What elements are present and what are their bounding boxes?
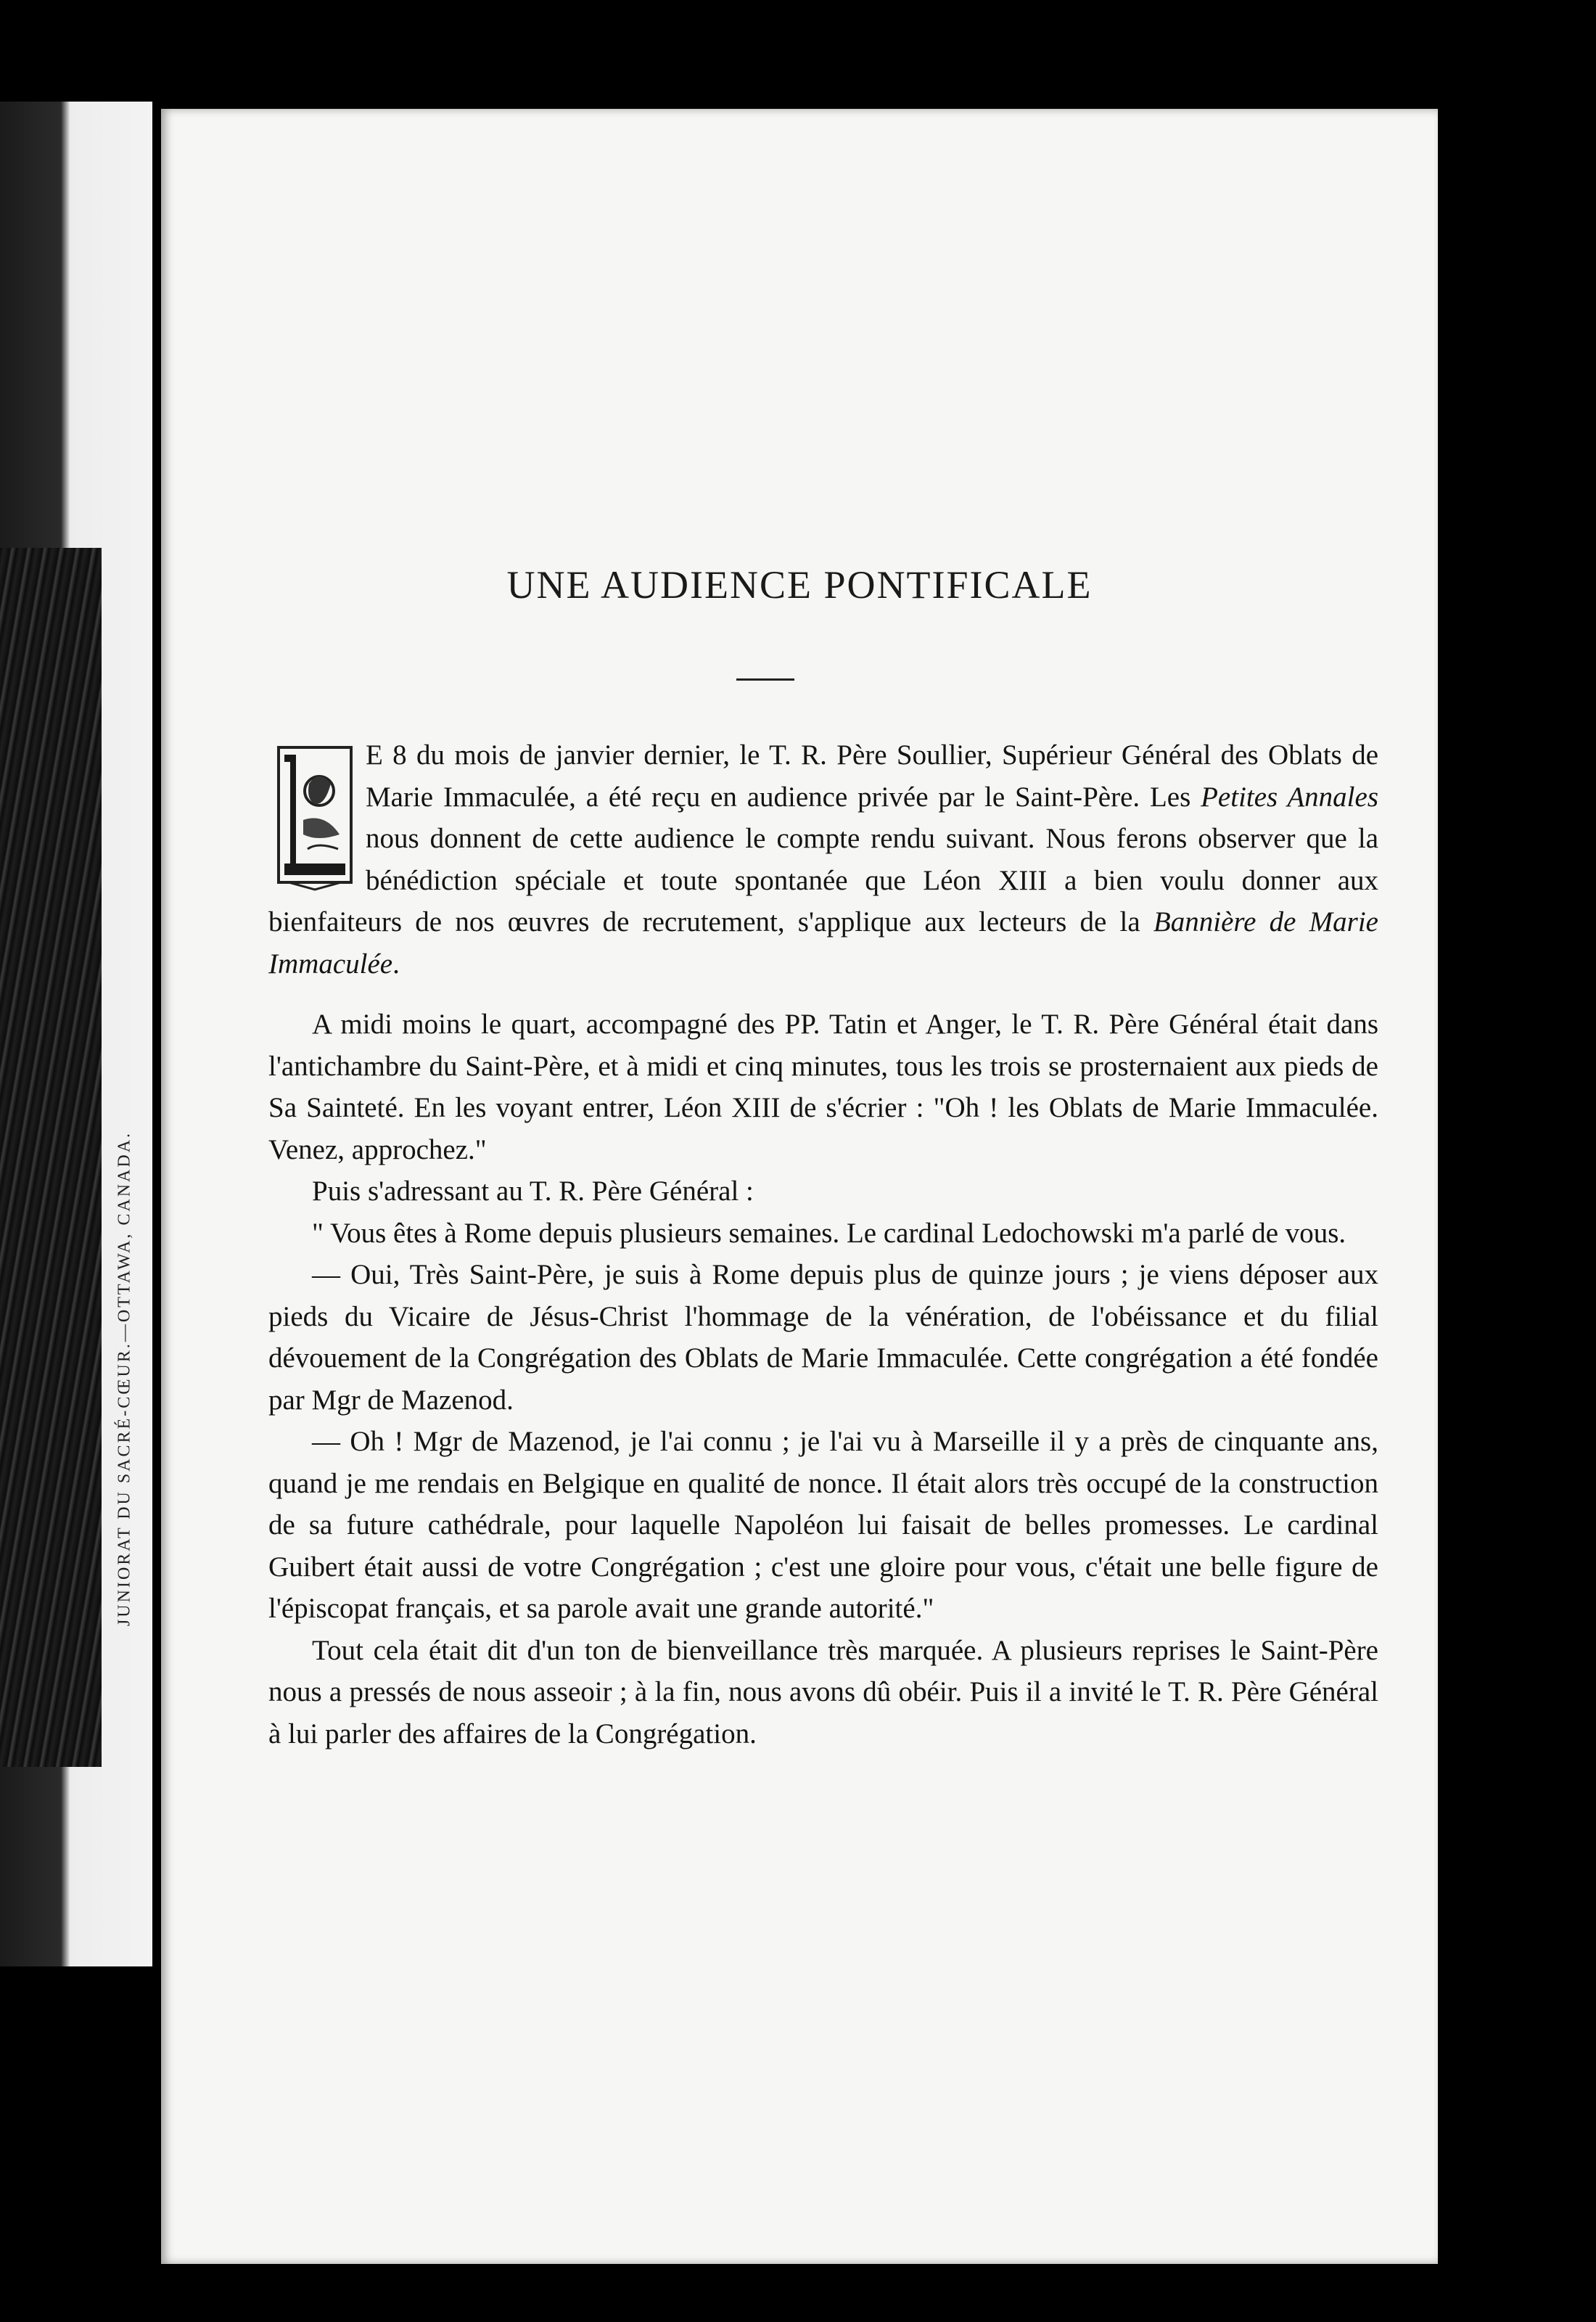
intro-italic-title-1: Petites Annales xyxy=(1201,781,1378,813)
article-body xyxy=(268,734,1378,1755)
paragraph-closing: Tout cela était dit d'un ton de bienveillance très marquée. A plusieurs reprises le Saint-Père nous a pressés de nous asseoir ; à la fin, nous avons dû obéir. Puis il a invité le T. R. Père Général à lui parler des affaires de la Congrégation. xyxy=(268,1634,1378,1749)
drop-cap-letter xyxy=(274,740,355,891)
intro-lead: E 8 xyxy=(366,739,407,771)
article-title: UNE AUDIENCE PONTIFICALE xyxy=(506,563,1093,607)
running-header-vertical xyxy=(110,1016,139,1742)
facing-page-photo xyxy=(0,548,102,1767)
title-rule xyxy=(736,678,794,681)
document-page xyxy=(161,109,1438,2264)
intro-text-a: du mois de janvier dernier, le T. R. Père Soullier, Supérieur Général des Oblats de Marie Immaculée, a été reçu en audience privée par le Saint-Père. Les xyxy=(366,739,1379,813)
intro-text-c: . xyxy=(392,948,400,980)
paragraph-reply-2: — Oh ! Mgr de Mazenod, je l'ai connu ; je l'ai vu à Marseille il y a près de cinquante ans, quand je me rendais en Belgique en qualité de nonce. Il était alors très occupé de la construction de sa future cathédrale, pour laquelle Napoléon lui faisait de belles promesses. Le cardinal Guibert était aussi de votre Congrégation ; c'est une gloire pour vous, c'était une belle figure de l'épiscopat français, et sa parole avait une grande autorité." xyxy=(268,1426,1378,1624)
paragraph-audience: A midi moins le quart, accompagné des PP. Tatin et Anger, le T. R. Père Général était dans l'antichambre du Saint-Père, et à midi et cinq minutes, tous les trois se prosternaient aux pieds de Sa Sainteté. En les voyant entrer, Léon XIII de s'écrier : "Oh ! les Oblats de Marie Immaculée. Venez, approchez." xyxy=(268,1009,1378,1165)
paragraph-reply-1: — Oui, Très Saint-Père, je suis à Rome depuis plus de quinze jours ; je viens déposer aux pieds du Vicaire de Jésus-Christ l'hommage de la vénération, de l'obéissance et du filial dévouement de la Congrégation des Oblats de Marie Immaculée. Cette congrégation a été fondée par Mgr de Mazenod. xyxy=(268,1259,1378,1416)
paragraph-intro xyxy=(268,734,1378,985)
intro-text-b: nous donnent de cette audience le compte rendu suivant. Nous ferons observer que la bénédiction spéciale et toute spontanée que Léon XIII a bien voulu donner aux bienfaiteurs de nos œuvres de recrutement, s'applique aux lecteurs de la xyxy=(268,823,1378,938)
intro-italic-title-2: Bannière de Marie Immaculée xyxy=(268,906,1378,980)
running-header-text: JUNIORAT DU SACRÉ-CŒUR.—OTTAWA, CANADA. xyxy=(115,1131,134,1627)
ornamental-initial-icon xyxy=(274,740,355,891)
paragraph-address: Puis s'adressant au T. R. Père Général : xyxy=(312,1176,754,1207)
paragraph-quote-1: " Vous êtes à Rome depuis plusieurs semaines. Le cardinal Ledochowski m'a parlé de vous. xyxy=(312,1217,1346,1249)
